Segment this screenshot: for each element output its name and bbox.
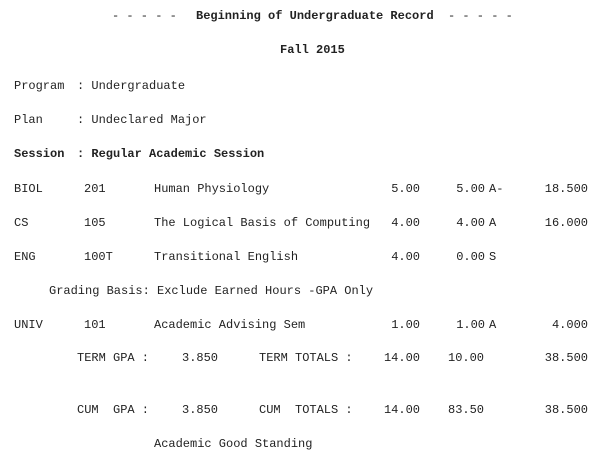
term-totals-label: TERM TOTALS : — [259, 351, 353, 365]
course-attempted: 4.00 — [391, 250, 420, 264]
program-label: Program — [14, 79, 65, 93]
course-grade: A- — [489, 182, 504, 196]
term-attempted: 14.00 — [383, 351, 420, 365]
course-grade: A — [489, 318, 497, 332]
cum-earned: 83.50 — [448, 403, 485, 417]
course-earned: 4.00 — [456, 216, 485, 230]
term-gpa-label: TERM GPA : — [77, 351, 150, 365]
course-subject: CS — [14, 216, 29, 230]
cum-gpa-label: CUM GPA : — [77, 403, 150, 417]
header-dashes-right: - - - - - — [448, 9, 513, 23]
plan-value: : Undeclared Major — [77, 113, 207, 127]
course-earned: 0.00 — [456, 250, 485, 264]
course-attempted: 4.00 — [391, 216, 420, 230]
academic-standing: Academic Good Standing — [154, 437, 313, 451]
term-gpa-value: 3.850 — [182, 351, 219, 365]
course-subject: UNIV — [14, 318, 43, 332]
course-number: 201 — [84, 182, 106, 196]
course-title: Transitional English — [154, 250, 299, 264]
cum-attempted: 14.00 — [383, 403, 420, 417]
course-title: Academic Advising Sem — [154, 318, 306, 332]
course-grade: A — [489, 216, 497, 230]
course-points: 18.500 — [544, 182, 588, 196]
term-points: 38.500 — [544, 351, 588, 365]
course-earned: 1.00 — [456, 318, 485, 332]
course-points: 16.000 — [544, 216, 588, 230]
course-attempted: 5.00 — [391, 182, 420, 196]
program-value: : Undergraduate — [77, 79, 186, 93]
course-attempted: 1.00 — [391, 318, 420, 332]
cum-gpa-value: 3.850 — [182, 403, 219, 417]
plan-label: Plan — [14, 113, 43, 127]
course-number: 101 — [84, 318, 106, 332]
course-title: The Logical Basis of Computing — [154, 216, 371, 230]
grading-basis-note: Grading Basis: Exclude Earned Hours -GPA Only — [49, 284, 374, 298]
course-number: 105 — [84, 216, 106, 230]
record-title: Beginning of Undergraduate Record — [196, 9, 434, 23]
term-heading: Fall 2015 — [280, 43, 345, 57]
header-dashes-left: - - - - - — [112, 9, 177, 23]
session-label: Session — [14, 147, 65, 161]
cum-points: 38.500 — [544, 403, 588, 417]
course-title: Human Physiology — [154, 182, 270, 196]
course-subject: ENG — [14, 250, 36, 264]
course-earned: 5.00 — [456, 182, 485, 196]
course-grade: S — [489, 250, 497, 264]
course-points: 4.000 — [551, 318, 588, 332]
course-number: 100T — [84, 250, 113, 264]
session-value: : Regular Academic Session — [77, 147, 265, 161]
term-earned: 10.00 — [448, 351, 485, 365]
course-subject: BIOL — [14, 182, 43, 196]
cum-totals-label: CUM TOTALS : — [259, 403, 353, 417]
